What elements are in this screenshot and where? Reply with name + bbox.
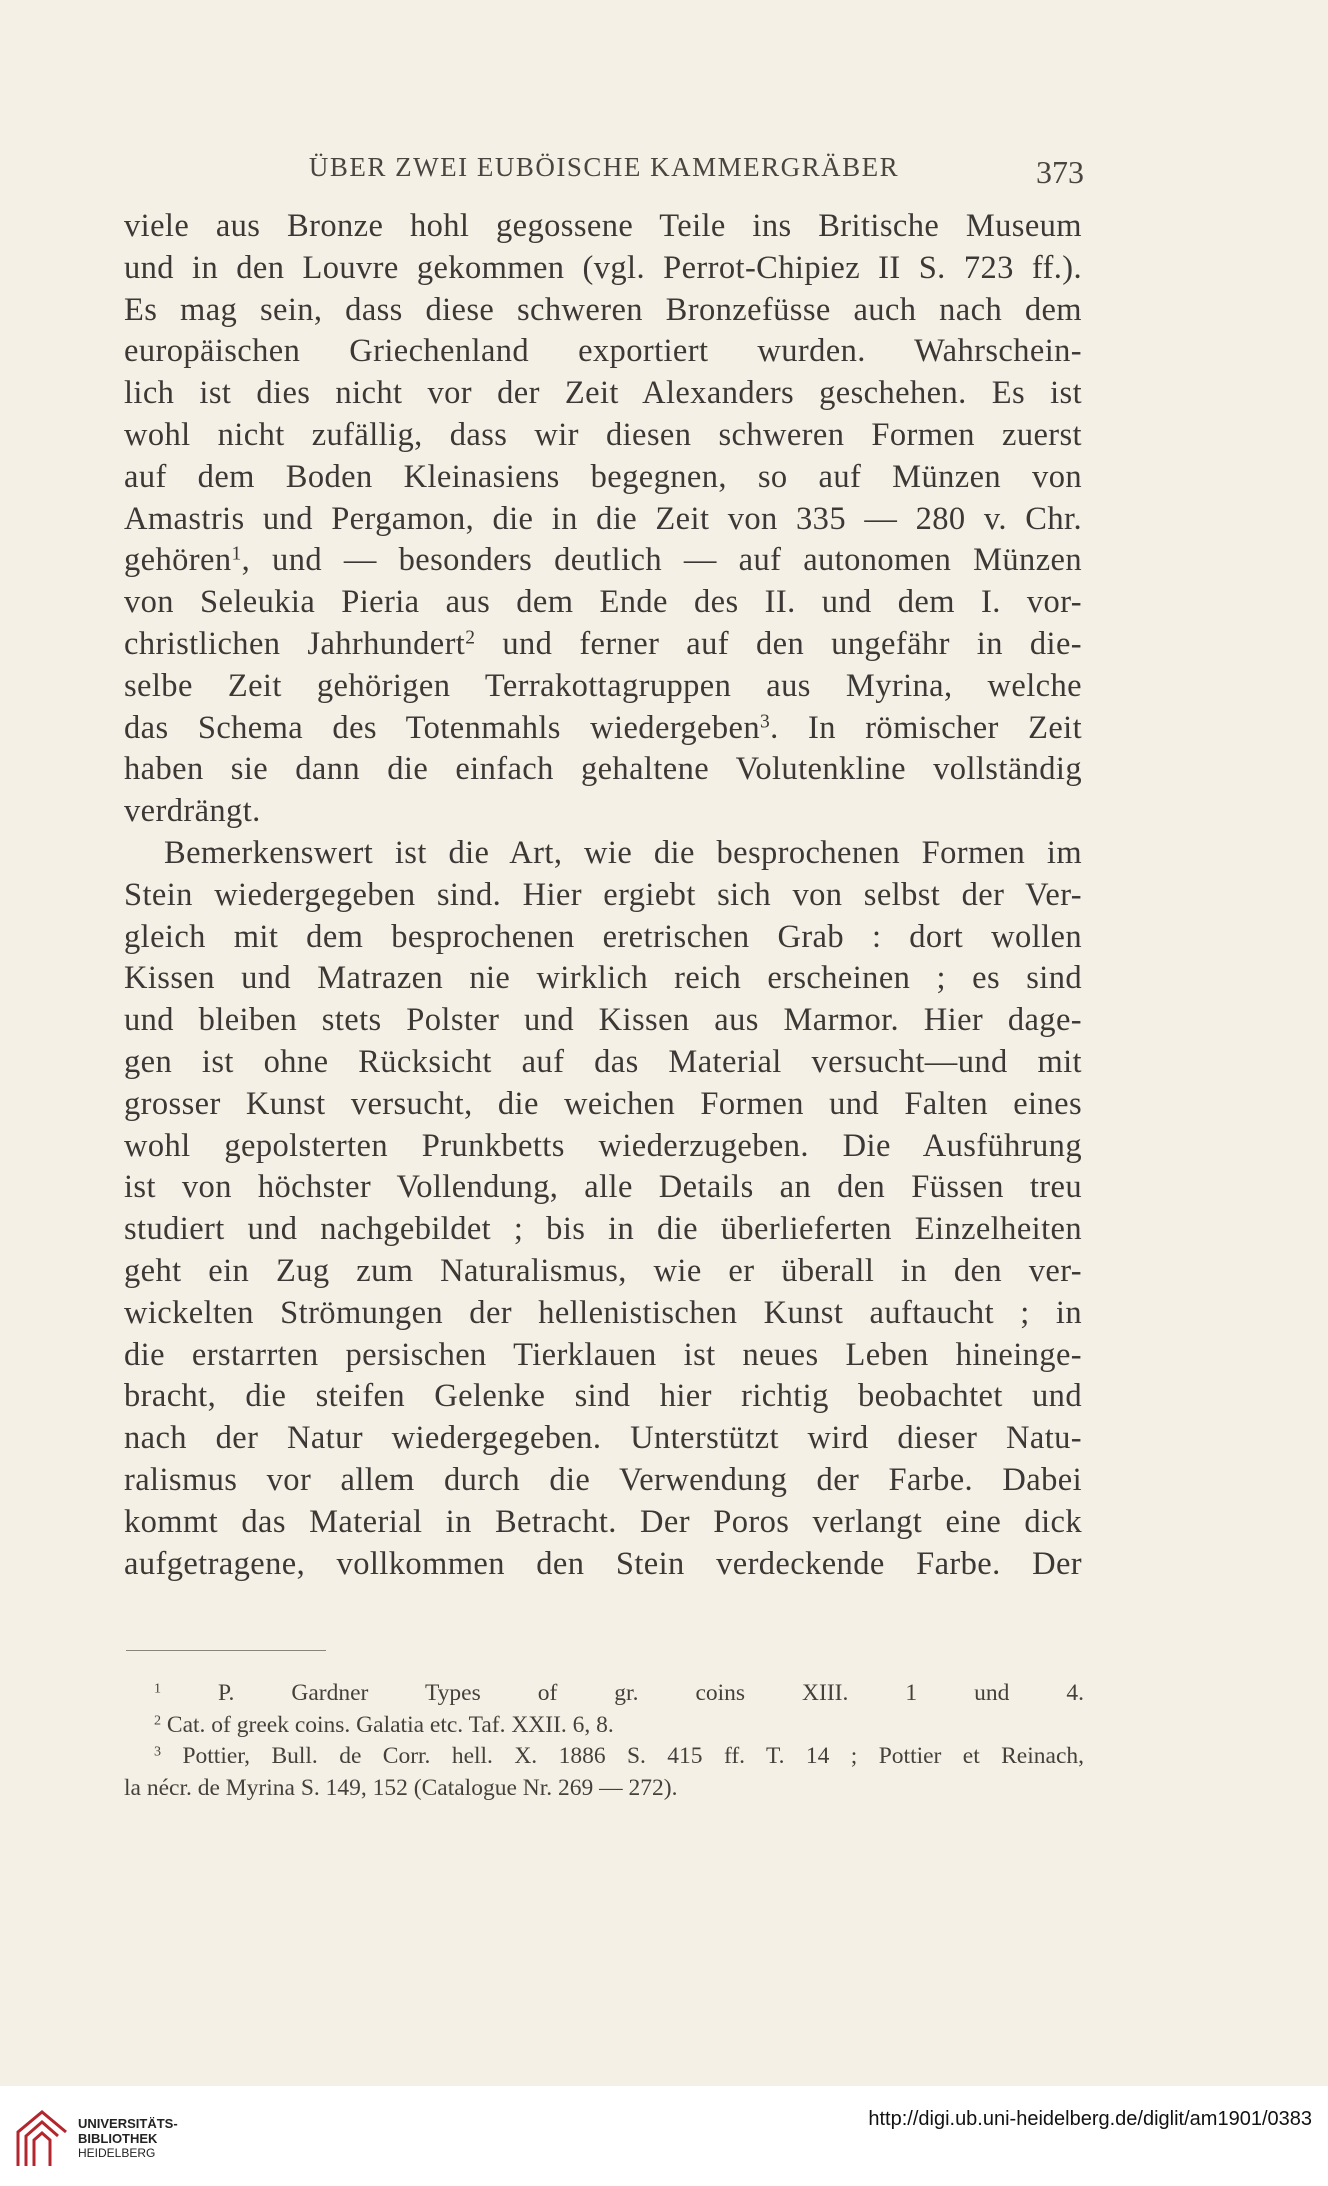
text-line: die erstarrten persischen Tierklauen ist neues Leben hineinge-	[124, 1336, 1082, 1373]
heidelberg-library-logo-icon[interactable]	[12, 2106, 74, 2172]
text-line: ralismus vor allem durch die Verwendung der Farbe. Dabei	[124, 1461, 1082, 1498]
text-line: studiert und nachgebildet ; bis in die überlieferten Einzelheiten	[124, 1211, 1082, 1248]
text-line: christlichen Jahrhundert$^2$ und ferner auf den ungefähr in die-	[124, 625, 1082, 662]
text-line: verdrängt.	[124, 793, 261, 830]
text-line: viele aus Bronze hohl gegossene Teile ins Britische Museum	[124, 208, 1082, 244]
text-line: wickelten Strömungen der hellenistischen Kunst auftaucht ; in	[124, 1294, 1082, 1331]
text-line: nach der Natur wiedergegeben. Unterstützt wird dieser Natu-	[124, 1420, 1082, 1457]
text-line: kommt das Material in Betracht. Der Poros verlangt eine dick	[124, 1503, 1082, 1540]
text-line: selbe Zeit gehörigen Terrakottagruppen aus Myrina, welche	[124, 667, 1082, 704]
text-line: geht ein Zug zum Naturalismus, wie er überall in den ver-	[124, 1252, 1082, 1289]
text-line: auf dem Boden Kleinasiens begegnen, so auf Münzen von	[124, 458, 1082, 495]
text-line: haben sie dann die einfach gehaltene Volutenkline vollständig	[124, 751, 1082, 788]
text-line: Stein wiedergegeben sind. Hier ergiebt sich von selbst der Ver-	[124, 876, 1082, 913]
source-url-link[interactable]: http://digi.ub.uni-heidelberg.de/diglit/am1901/0383	[868, 2108, 1312, 2130]
text-line: europäischen Griechenland exportiert wurden. Wahrschein-	[124, 333, 1082, 370]
running-head	[124, 148, 1084, 192]
text-line: Kissen und Matrazen nie wirklich reich erscheinen ; es sind	[124, 960, 1082, 997]
body-text	[124, 206, 1082, 1585]
page-number: 373	[1036, 154, 1084, 190]
text-line: das Schema des Totenmahls wiedergeben$^3$. In römischer Zeit	[124, 709, 1083, 746]
footnote-divider	[126, 1650, 326, 1651]
text-line: ist von höchster Vollendung, alle Details an den Füssen treu	[124, 1169, 1082, 1206]
text-line: und in den Louvre gekommen (vgl. Perrot-Chipiez II S. 723 ff.).	[124, 249, 1082, 286]
footnote-3-continued: la nécr. de Myrina S. 149, 152 (Catalogue Nr. 269 — 272).	[124, 1774, 678, 1801]
text-line: Bemerkenswert ist die Art, wie die besprochenen Formen im	[164, 834, 1082, 871]
text-line: Amastris und Pergamon, die in die Zeit von 335 — 280 v. Chr.	[124, 500, 1082, 537]
footnotes	[124, 1678, 1084, 1804]
text-line: lich ist dies nicht vor der Zeit Alexanders geschehen. Es ist	[124, 375, 1082, 412]
running-title: ÜBER ZWEI EUBÖISCHE KAMMERGRÄBER	[308, 152, 900, 182]
text-line: und bleiben stets Polster und Kissen aus Marmor. Hier dage-	[124, 1002, 1082, 1039]
text-line: wohl gepolsterten Prunkbetts wiederzugeben. Die Ausführung	[124, 1127, 1082, 1164]
text-line: gen ist ohne Rücksicht auf das Material versucht—und mit	[124, 1043, 1082, 1080]
footnote-3: $^3$ Pottier, Bull. de Corr. hell. X. 1886 S. 415 ff. T. 14 ; Pottier et Reinach,	[154, 1743, 1084, 1769]
footer-bar	[0, 2086, 1328, 2186]
text-line: grosser Kunst versucht, die weichen Formen und Falten eines	[124, 1085, 1082, 1122]
library-name: UNIVERSITÄTS- BIBLIOTHEK HEIDELBERG	[78, 2116, 178, 2160]
footnote-1: $^1$ P. Gardner Types of gr. coins XIII. 1 und 4.	[154, 1680, 1084, 1706]
text-line: bracht, die steifen Gelenke sind hier richtig beobachtet und	[124, 1378, 1082, 1415]
footnote-2: $^2$ Cat. of greek coins. Galatia etc. Taf. XXII. 6, 8.	[154, 1711, 614, 1738]
text-line: von Seleukia Pieria aus dem Ende des II. und dem I. vor-	[124, 584, 1082, 621]
text-line: gleich mit dem besprochenen eretrischen Grab : dort wollen	[124, 918, 1082, 955]
text-line: aufgetragene, vollkommen den Stein verdeckende Farbe. Der	[124, 1545, 1082, 1582]
text-line: gehören$^1$, und — besonders deutlich — auf autonomen Münzen	[124, 542, 1082, 579]
text-line: Es mag sein, dass diese schweren Bronzefüsse auch nach dem	[124, 291, 1082, 328]
text-line: wohl nicht zufällig, dass wir diesen schweren Formen zuerst	[124, 416, 1082, 453]
